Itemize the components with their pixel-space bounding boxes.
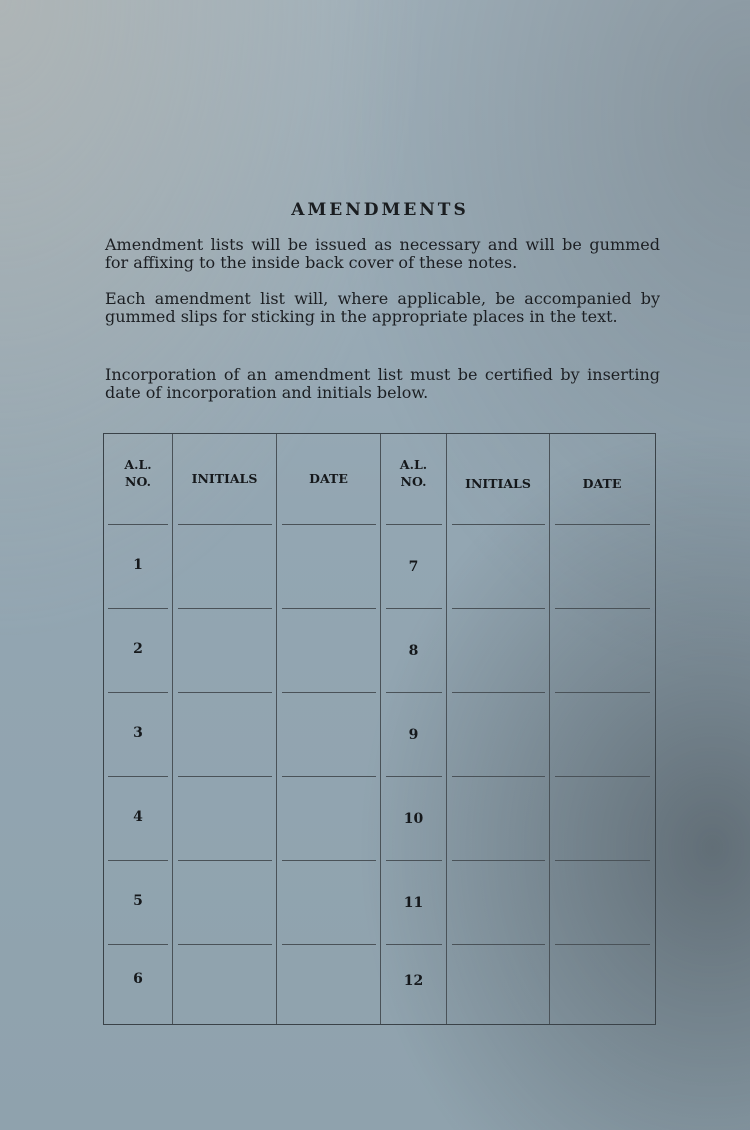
header-al-line: A.L.	[124, 457, 152, 472]
row-divider	[386, 776, 442, 777]
paragraph-gummed-slips: Each amendment list will, where applicable, be accompanied by gummed slips for sticking in the appropriate places in the text.	[105, 289, 660, 326]
al-number-left: 4	[133, 809, 143, 825]
initials-cell-left[interactable]	[173, 777, 276, 859]
row-divider	[386, 944, 442, 945]
date-cell-right[interactable]	[550, 945, 654, 1027]
al-number-left: 6	[133, 971, 143, 987]
initials-cell-left[interactable]	[173, 945, 276, 1027]
header-initials-left: INITIALS	[191, 471, 258, 486]
header-initials-right: INITIALS	[465, 476, 531, 491]
al-number-right: 12	[403, 973, 424, 989]
header-al-line: A.L.	[399, 457, 428, 472]
al-number-left: 3	[133, 725, 143, 741]
row-divider	[108, 524, 168, 525]
row-divider	[108, 692, 168, 693]
header-al-no-left	[104, 456, 172, 490]
header-date-left: DATE	[309, 471, 348, 486]
date-cell-left[interactable]	[277, 525, 380, 607]
row-divider	[386, 692, 442, 693]
date-cell-left[interactable]	[277, 861, 380, 943]
amendment-record-table	[103, 433, 656, 1025]
header-no-line: NO.	[400, 474, 427, 489]
date-cell-right[interactable]	[550, 777, 654, 859]
initials-cell-left[interactable]	[173, 861, 276, 943]
header-al-no-right	[381, 456, 446, 490]
paragraph-amendment-lists: Amendment lists will be issued as necessary and will be gummed for affixing to the inside back cover of these notes.	[105, 235, 660, 272]
date-cell-right[interactable]	[550, 525, 654, 607]
date-cell-right[interactable]	[550, 861, 654, 943]
initials-cell-right[interactable]	[447, 777, 549, 859]
row-divider	[108, 776, 168, 777]
initials-cell-left[interactable]	[173, 525, 276, 607]
al-number-right: 10	[403, 811, 424, 827]
row-divider	[108, 944, 168, 945]
initials-cell-left[interactable]	[173, 693, 276, 775]
initials-cell-right[interactable]	[447, 861, 549, 943]
date-cell-right[interactable]	[550, 609, 654, 691]
row-divider	[108, 608, 168, 609]
header-date-right: DATE	[582, 476, 622, 491]
al-number-right: 8	[408, 643, 419, 659]
row-divider	[386, 524, 442, 525]
paragraph-certification: Incorporation of an amendment list must be certified by inserting date of incorporation and initials below.	[105, 365, 660, 402]
date-cell-left[interactable]	[277, 693, 380, 775]
al-number-right: 7	[408, 559, 419, 575]
al-number-right: 11	[403, 895, 424, 911]
initials-cell-left[interactable]	[173, 609, 276, 691]
initials-cell-right[interactable]	[447, 693, 549, 775]
date-cell-left[interactable]	[277, 609, 380, 691]
page-title: AMENDMENTS	[291, 200, 469, 220]
al-number-left: 2	[133, 641, 143, 657]
al-number-left: 5	[133, 893, 143, 909]
row-divider	[108, 860, 168, 861]
date-cell-right[interactable]	[550, 693, 654, 775]
initials-cell-right[interactable]	[447, 945, 549, 1027]
date-cell-left[interactable]	[277, 777, 380, 859]
header-no-line: NO.	[125, 474, 151, 489]
date-cell-left[interactable]	[277, 945, 380, 1027]
row-divider	[386, 608, 442, 609]
initials-cell-right[interactable]	[447, 609, 549, 691]
initials-cell-right[interactable]	[447, 525, 549, 607]
al-number-left: 1	[133, 557, 143, 573]
al-number-right: 9	[408, 727, 419, 743]
row-divider	[386, 860, 442, 861]
